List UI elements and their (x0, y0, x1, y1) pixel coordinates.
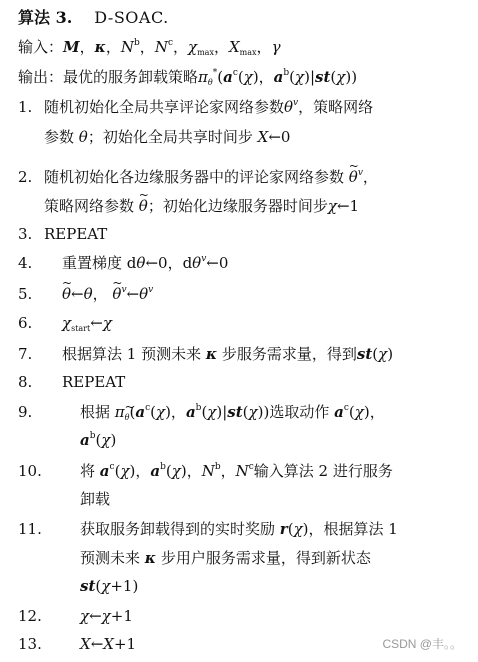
arrow: ← (71, 285, 84, 303)
step-text-b: ，策略网络 (298, 98, 374, 116)
step-text: 根据算法 1 预测未来 (62, 345, 202, 363)
step-number: 6. (18, 314, 33, 332)
step-number: 5. (18, 285, 33, 303)
action-a: a (223, 68, 233, 86)
step-text: 根据 (80, 403, 111, 421)
step-text-cont: 参数 (44, 128, 75, 146)
assign: ←1 (336, 197, 360, 215)
step-text-cont: 策略网络参数 (44, 197, 135, 215)
sub-max: max (197, 48, 214, 57)
step-text-b: 选取动作 (269, 403, 330, 421)
step-text: 随机初始化各边缘服务器中的评论家网络参数 (44, 168, 345, 186)
sub-theta: θ (207, 78, 213, 87)
assign: ←0 (268, 128, 291, 146)
step-number: 8. (18, 373, 33, 391)
step-text-cont-b: 步用户服务需求量，得到新状态 (160, 549, 371, 567)
step-text-b: ，根据算法 1 (308, 520, 398, 538)
sup-b-out: b (283, 68, 290, 78)
arrow: ← (90, 635, 104, 653)
sub-max-2: max (239, 48, 257, 57)
step-text: 将 (80, 462, 96, 480)
input-label: 输入： (18, 38, 64, 56)
reward-r: r (279, 520, 288, 538)
plus-one: +1 (110, 577, 133, 595)
input-N-b: N (120, 38, 135, 56)
step-text-b: 输入算法 2 进行服务 (253, 462, 393, 480)
state-st: st (315, 68, 331, 86)
algorithm-name: D-SOAC. (94, 8, 169, 27)
step-number: 12. (18, 607, 42, 625)
sup-c-out: c (232, 68, 238, 78)
chi-3: χ (336, 68, 346, 86)
algorithm-label: 算法 3. (18, 8, 73, 27)
sup-b: b (134, 38, 140, 48)
algorithm-page: 算法 3. D-SOAC. 输入：M，κ，$N^b$，$N^c$，$\chi_{max}$，$X_{max}$，γ 输出：最优的服务卸载策略$\pi_\theta^*(a^c(\chi)$，$a^b(\chi)|st(\chi)$) 1. 随机初始化全局共享评论家网络参数$\theta^v$，策略网络 参数 θ；初始化全局共享时间步 X←0 2. 随机初始化各边缘服务器中的评论家网络参数 ~ $\theta^v$， 策略网络参数 ~ θ；初始化边缘服务器时间步χ←1 3. REPEAT 4. 重置梯度 dθ←0，$d\theta^v\leftarrow 0$ 5. ~ θ←θ， ~ $\theta^v\leftarrow\theta^v$ 6. $\chi_{start}\leftarrow\chi$ 7. 根据算法 1 预测未来 κ 步服务需求量，得到st(χ) 8. REPEAT 9. 根据 $\pi_\theta(a^c(\chi)$，$a^b(\chi)|st(\chi)$)选取动作 $a^c(\chi)$， $a^b(\chi)$ 10. 将 $a^c(\chi)$，$a^b(\chi)$，$N^b$，$N^c$输入算法 2 进行服务 卸载 11. 获取服务卸载得到的实时奖励 r(χ)，根据算法 1 预测未来 κ 步用户服务需求量，得到新状态 st(χ+1) 12. χ←χ+1 13. X←X+1 CSDN @丰。。 (0, 0, 478, 662)
sup-c: c (167, 38, 173, 48)
sup-star: * (212, 68, 218, 78)
var-X: X (257, 128, 269, 146)
step-text-b: 步服务需求量，得到 (221, 345, 357, 363)
input-gamma: γ (271, 38, 281, 56)
chi-2: χ (295, 68, 305, 86)
pi-symbol: π (198, 68, 208, 86)
assign: ←0 (145, 254, 168, 272)
algorithm-title (18, 8, 478, 28)
sup-v: v (293, 98, 299, 108)
step-text: 获取服务卸载得到的实时奖励 (80, 520, 276, 538)
output-text: 最优的服务卸载策略 (63, 68, 199, 86)
input-N-c: N (154, 38, 168, 56)
step-number: 4. (18, 254, 33, 272)
step-number: 2. (18, 168, 33, 186)
step-number: 9. (18, 403, 33, 421)
plus-one: +1 (113, 635, 137, 653)
d-symbol: d (126, 254, 137, 272)
step-number: 3. (18, 225, 33, 243)
step-text: 重置梯度 (62, 254, 123, 272)
step-number: 7. (18, 345, 33, 363)
input-M: M (63, 38, 80, 56)
step-number: 1. (18, 98, 33, 116)
step-text: 随机初始化全局共享评论家网络参数 (44, 98, 285, 116)
action-a-2: a (273, 68, 284, 86)
step-text-cont: 预测未来 (80, 549, 141, 567)
plus-one: +1 (110, 607, 133, 625)
step-number: 10. (18, 462, 42, 480)
repeat-keyword: REPEAT (44, 225, 108, 243)
step-number: 11. (18, 520, 42, 538)
input-kappa: κ (94, 38, 106, 56)
output-label: 输出： (18, 68, 64, 86)
repeat-keyword: REPEAT (62, 373, 126, 391)
step-number: 13. (18, 635, 42, 653)
watermark: CSDN @丰。。 (382, 637, 462, 651)
chi-1: χ (243, 68, 253, 86)
arrow: ← (90, 314, 103, 332)
input-X-max: X (228, 38, 240, 56)
sub-start: start (71, 324, 91, 333)
step-text-c: ；初始化全局共享时间步 (87, 128, 253, 146)
step-text-b: ；初始化边缘服务器时间步 (147, 197, 328, 215)
step-text-cont: 卸载 (80, 490, 111, 508)
arrow: ← (89, 607, 102, 625)
input-chi-max: χ (188, 38, 198, 56)
